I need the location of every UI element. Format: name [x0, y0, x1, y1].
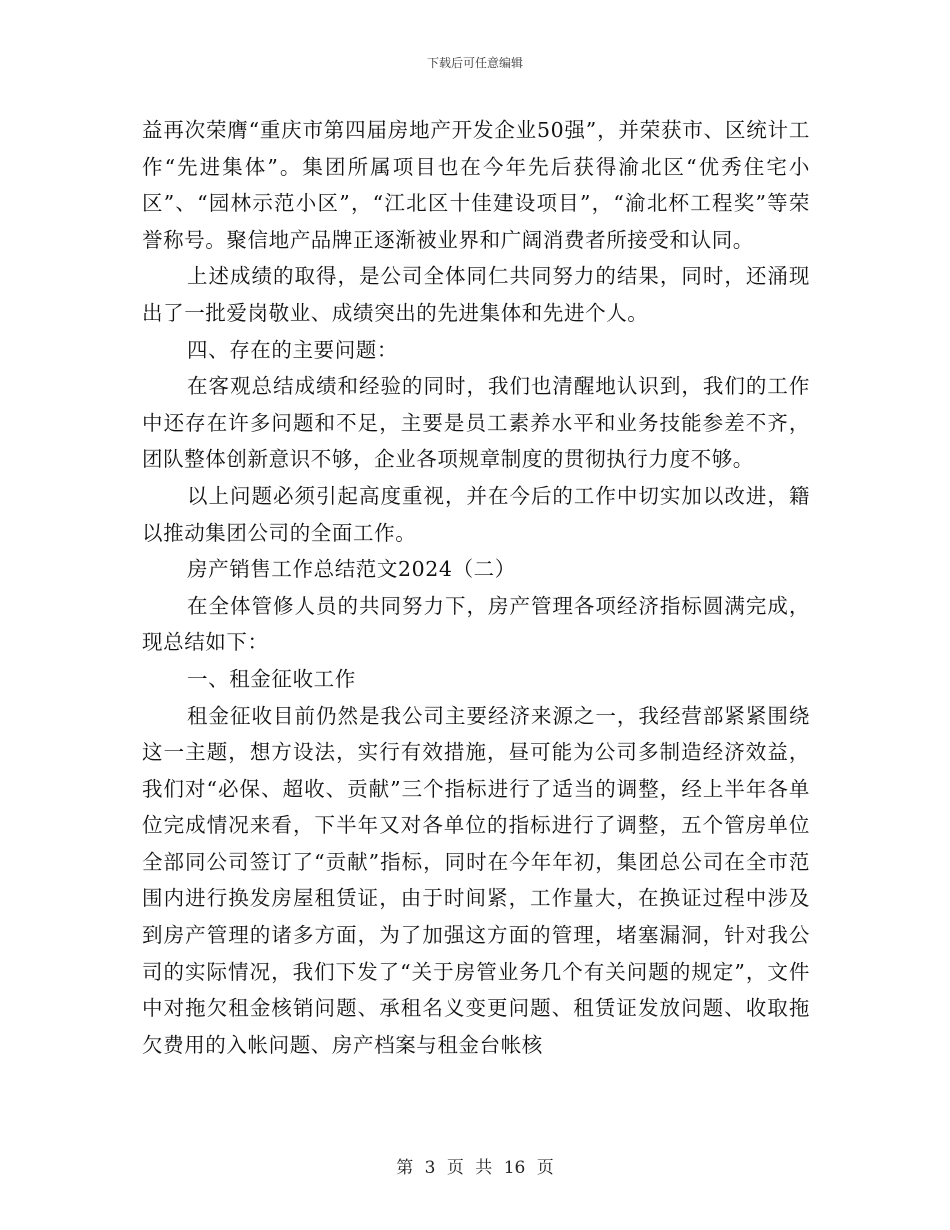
- document-body: [142, 112, 810, 1063]
- paragraph: 在客观总结成绩和经验的同时，我们也清醒地认识到，我们的工作中还存在许多问题和不足，主要是员工素养水平和业务技能参差不齐，团队整体创新意识不够，企业各项规章制度的贯彻执行力度不够。: [142, 374, 810, 472]
- page-footer: 第 3 页 共 16 页: [396, 1158, 554, 1178]
- paragraph: 上述成绩的取得，是公司全体同仁共同努力的结果，同时，还涌现出了一批爱岗敬业、成绩突出的先进集体和先进个人。: [142, 264, 810, 325]
- document-title: 房产销售工作总结范文2024（二）: [187, 557, 516, 582]
- section-heading: 四、存在的主要问题：: [187, 337, 398, 362]
- section-heading: 一、租金征收工作: [187, 666, 356, 691]
- paragraph: 以上问题必须引起高度重视，并在今后的工作中切实加以改进，籍以推动集团公司的全面工作。: [142, 483, 810, 545]
- paragraph: 在全体管修人员的共同努力下，房产管理各项经济指标圆满完成，现总结如下：: [142, 593, 810, 655]
- page-header: 下载后可任意编辑: [426, 56, 523, 70]
- paragraph: 租金征收目前仍然是我公司主要经济来源之一，我经营部紧紧围绕这一主题，想方设法，实行有效措施，昼可能为公司多制造经济效益，我们对“必保、超收、贡献”三个指标进行了适当的调整，经上半年各单位完成情况来看，下半年又对各单位的指标进行了调整，五个管房单位全部同公司签订了“贡献”指标，同时在今年年初，集团总公司在全市范围内进行换发房屋租赁证，由于时间紧，工作量大，在换证过程中涉及到房产管理的诸多方面，为了加强这方面的管理，堵塞漏洞，针对我公司的实际情况，我们下发了“关于房管业务几个有关问题的规定”，文件中对拖欠租金核销问题、承租名义变更问题、租赁证发放问题、收取拖欠费用的入帐问题、房产档案与租金台帐核: [142, 703, 810, 1057]
- paragraph: 益再次荣膺“重庆市第四届房地产开发企业50强”，并荣获市、区统计工作“先进集体”。集团所属项目也在今年先后获得渝北区“优秀住宅小区”、“园林示范小区”，“江北区十佳建设项目”，“渝北杯工程奖”等荣誉称号。聚信地产品牌正逐渐被业界和广阔消费者所接受和认同。: [142, 118, 811, 252]
